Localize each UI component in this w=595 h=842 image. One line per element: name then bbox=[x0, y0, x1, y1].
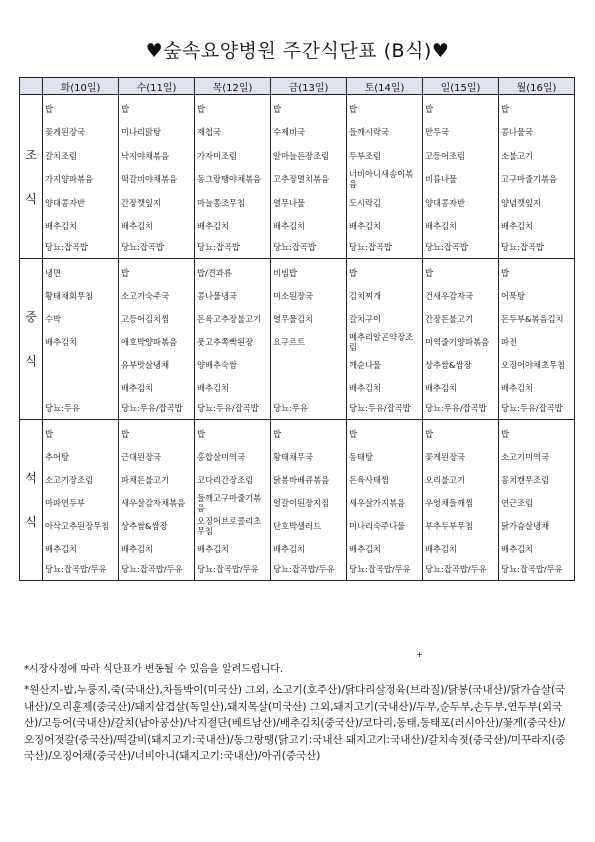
day-menu-cell bbox=[347, 259, 423, 420]
menu-item: 밥 bbox=[197, 103, 206, 114]
menu-item: 밥 bbox=[121, 428, 130, 439]
menu-item: 밥 bbox=[425, 103, 434, 114]
day-menu-cell bbox=[43, 420, 119, 581]
menu-item: 갈치구이 bbox=[349, 313, 382, 324]
menu-item: 밥 bbox=[45, 103, 54, 114]
menu-item: 양념깻잎지 bbox=[501, 197, 542, 208]
menu-item bbox=[273, 376, 344, 399]
menu-item: 어묵탕 bbox=[501, 290, 526, 301]
day-menu-cell bbox=[499, 95, 575, 259]
menu-item: 단호박샐러드 bbox=[273, 520, 322, 531]
menu-item: 동그랑땡야채볶음 bbox=[197, 174, 262, 185]
menu-item: 만두국 bbox=[425, 127, 450, 138]
meal-label: 석 식 bbox=[20, 420, 43, 581]
menu-item: 당뇨:두유 bbox=[273, 403, 308, 413]
menu-item: 당뇨:두유/잡곡밥 bbox=[121, 403, 183, 413]
menu-item: 배추김치 bbox=[197, 221, 230, 232]
menu-item: 당뇨:잡곡밥 bbox=[273, 242, 316, 252]
menu-item: 배추김치 bbox=[45, 336, 78, 347]
menu-item: 코다리간장조림 bbox=[197, 474, 254, 485]
menu-item: 새우살가지볶음 bbox=[349, 497, 406, 508]
menu-item: 밥 bbox=[501, 428, 510, 439]
menu-item: 꽃게된장국 bbox=[45, 127, 86, 138]
menu-item: 마늘쫑조무침 bbox=[197, 197, 246, 208]
menu-item: 가자미조림 bbox=[197, 150, 238, 161]
menu-item: 냉면 bbox=[45, 267, 62, 278]
day-menu-cell bbox=[119, 420, 195, 581]
menu-item: 양배추숙쌈 bbox=[197, 359, 238, 370]
menu-item: 밥 bbox=[121, 103, 130, 114]
menu-item: 마파연두부 bbox=[45, 497, 86, 508]
menu-item: 당뇨:잡곡밥 bbox=[349, 242, 392, 252]
menu-item: 당뇨:두유 bbox=[45, 403, 80, 413]
menu-item: 당뇨:잡곡밥 bbox=[501, 242, 544, 252]
menu-item: 당뇨:잡곡밥 bbox=[121, 242, 164, 252]
menu-item: 밥 bbox=[425, 267, 434, 278]
menu-item: 오징어야채초무침 bbox=[501, 359, 566, 370]
menu-item: 밥 bbox=[501, 267, 510, 278]
menu-item: 당뇨:잡곡밥/두유 bbox=[45, 564, 107, 574]
menu-item: 배추김치 bbox=[501, 543, 534, 554]
menu-item: 우엉채들깨찜 bbox=[425, 497, 474, 508]
menu-item: 배추김치 bbox=[349, 382, 382, 393]
menu-item: 밥 bbox=[121, 267, 130, 278]
menu-item: 떡갈비야채볶음 bbox=[121, 174, 178, 185]
day-menu-cell bbox=[271, 95, 347, 259]
day-header: 화(10일) bbox=[43, 78, 119, 95]
day-header: 토(14일) bbox=[347, 78, 423, 95]
menu-item: 상추쌈&쌈장 bbox=[425, 359, 472, 370]
menu-item: 당뇨:잡곡밥/두유 bbox=[425, 564, 487, 574]
menu-item: 미역줄기양파볶음 bbox=[425, 336, 490, 347]
day-menu-cell bbox=[499, 259, 575, 420]
plus-mark: + bbox=[416, 650, 423, 659]
menu-item: 비름나물 bbox=[425, 174, 458, 185]
menu-item: 소고기숙주국 bbox=[121, 290, 170, 301]
day-menu-cell bbox=[271, 420, 347, 581]
menu-item: 당뇨:잡곡밥/두유 bbox=[197, 564, 259, 574]
menu-item: 얼갈이된장지짐 bbox=[273, 497, 330, 508]
menu-item: 들깨시락국 bbox=[349, 127, 390, 138]
menu-item: 파채돈불고기 bbox=[121, 474, 170, 485]
menu-item: 배추김치 bbox=[425, 221, 458, 232]
menu-item: 오징어브로콜리초무침 bbox=[197, 515, 262, 536]
day-menu-cell bbox=[423, 95, 499, 259]
menu-item: 비빔밥 bbox=[273, 267, 298, 278]
day-menu-cell bbox=[347, 420, 423, 581]
menu-item bbox=[45, 353, 116, 376]
menu-item: 밥 bbox=[349, 103, 358, 114]
menu-item: 요구르트 bbox=[273, 336, 306, 347]
menu-item: 밥 bbox=[273, 103, 282, 114]
menu-item: 메추리알곤약장조림 bbox=[349, 331, 414, 352]
menu-item: 고등어조림 bbox=[425, 150, 466, 161]
day-header: 일(15일) bbox=[423, 78, 499, 95]
menu-item: 당뇨:잡곡밥/두유 bbox=[121, 564, 183, 574]
menu-item: 수제비국 bbox=[273, 127, 306, 138]
day-menu-cell bbox=[347, 95, 423, 259]
meal-row bbox=[20, 95, 575, 259]
menu-item: 수박 bbox=[45, 313, 62, 324]
weekly-menu-table bbox=[19, 77, 575, 581]
menu-item: 황태채무국 bbox=[273, 451, 314, 462]
menu-item: 근대된장국 bbox=[121, 451, 162, 462]
menu-item: 배추김치 bbox=[273, 543, 306, 554]
menu-item: 고구마줄기볶음 bbox=[501, 174, 558, 185]
day-header: 월(16일) bbox=[499, 78, 575, 95]
menu-item: 당뇨:잡곡밥/두유 bbox=[349, 564, 411, 574]
day-menu-cell bbox=[195, 95, 271, 259]
menu-item: 밥 bbox=[273, 428, 282, 439]
menu-item bbox=[45, 376, 116, 399]
menu-item: 두부조림 bbox=[349, 150, 382, 161]
menu-item: 당뇨:잡곡밥/두유 bbox=[273, 564, 335, 574]
menu-item: 배추김치 bbox=[45, 221, 78, 232]
menu-item: 간장돈불고기 bbox=[425, 313, 474, 324]
menu-item: 배추김치 bbox=[121, 221, 154, 232]
origin-notice: *원산지-밥,누룽지,죽(국내산),차돌박이(미국산) 그외, 소고기(호주산)/닭다리살정육(브라질)/닭봉(국내산)/닭가슴살(국내산)/오리훈제(중국산)/돼지삼겹살(독일산),돼지목살(미국산) 그외,돼지고기(국내산)/두부,순두부,손두부,연두부(외국산)/고등어(국내산)/갈치(남아공산)/낙지절단(베트남산)/배추김치(중국산)/코다리,동태,동태포(러시아산)/꽃게(중국산)/오징어젓갈(중국산)/떡갈비(돼지고기:국내산)/동그랑땡(닭고기:국내산 돼지고기:국내산)/갈치속젓(중국산)/미꾸라지(중국산)/오징어채(중국산)/너비아니(돼지고기:국내산)/아귀(중국산) bbox=[24, 684, 566, 762]
menu-item: 배추김치 bbox=[425, 543, 458, 554]
menu-item: 애호박양파볶음 bbox=[121, 336, 178, 347]
menu-item: 재첩국 bbox=[197, 127, 222, 138]
menu-item: 밥 bbox=[349, 267, 358, 278]
menu-item: 배추김치 bbox=[425, 382, 458, 393]
menu-item: 배추김치 bbox=[501, 382, 534, 393]
day-menu-cell bbox=[43, 95, 119, 259]
menu-item: 오리불고기 bbox=[425, 474, 466, 485]
day-menu-cell bbox=[423, 420, 499, 581]
menu-item: 밥 bbox=[45, 428, 54, 439]
menu-item: 배추김치 bbox=[197, 382, 230, 393]
day-header: 금(13일) bbox=[271, 78, 347, 95]
menu-item: 배추김치 bbox=[121, 543, 154, 554]
menu-item: 아삭고추된장무침 bbox=[45, 520, 110, 531]
menu-item: 알마늘돈장조림 bbox=[273, 150, 330, 161]
menu-item: 풋고추쪽빡된장 bbox=[197, 336, 254, 347]
meal-label: 조 식 bbox=[20, 95, 43, 259]
menu-item: 간장깻잎지 bbox=[121, 197, 162, 208]
menu-item: 밥 bbox=[197, 428, 206, 439]
menu-item: 소불고기 bbox=[501, 150, 534, 161]
day-menu-cell bbox=[119, 259, 195, 420]
meal-row bbox=[20, 259, 575, 420]
menu-item: 밥 bbox=[425, 428, 434, 439]
menu-item: 고추장멸치볶음 bbox=[273, 174, 330, 185]
menu-item: 배추김치 bbox=[45, 543, 78, 554]
menu-item: 연근조림 bbox=[501, 497, 534, 508]
day-menu-cell bbox=[43, 259, 119, 420]
menu-item: 당뇨:두유/잡곡밥 bbox=[425, 403, 487, 413]
day-menu-cell bbox=[195, 259, 271, 420]
menu-item: 당뇨:잡곡밥 bbox=[197, 242, 240, 252]
menu-item: 깨순나물 bbox=[349, 359, 382, 370]
menu-item: 콩나물냉국 bbox=[197, 290, 238, 301]
menu-item: 양대콩자반 bbox=[425, 197, 466, 208]
menu-item: 미소된장국 bbox=[273, 290, 314, 301]
menu-body bbox=[20, 95, 575, 581]
menu-item: 배추김치 bbox=[273, 221, 306, 232]
day-menu-cell bbox=[271, 259, 347, 420]
menu-item: 꽃게된장국 bbox=[425, 451, 466, 462]
menu-item: 소고기장조림 bbox=[45, 474, 94, 485]
menu-item: 홍합살미역국 bbox=[197, 451, 246, 462]
menu-item: 돈두부&볶음김치 bbox=[501, 313, 564, 324]
meal-row bbox=[20, 420, 575, 581]
menu-item: 미나리숙주나물 bbox=[349, 520, 406, 531]
day-header: 수(11일) bbox=[119, 78, 195, 95]
day-menu-cell bbox=[195, 420, 271, 581]
menu-item: 밥/견과류 bbox=[197, 267, 232, 278]
menu-item: 파전 bbox=[501, 336, 518, 347]
page-title: ♥숲속요양병원 주간식단표 (B식)♥ bbox=[145, 40, 450, 62]
menu-item: 너비아니새송이볶음 bbox=[349, 169, 414, 190]
menu-item: 당뇨:두유/잡곡밥 bbox=[349, 403, 411, 413]
menu-item: 당뇨:두유/잡곡밥 bbox=[197, 403, 259, 413]
day-header-row bbox=[20, 78, 575, 95]
menu-item: 갈치조림 bbox=[45, 150, 78, 161]
menu-item: 배추김치 bbox=[349, 221, 382, 232]
menu-item: 열무물김치 bbox=[273, 313, 314, 324]
menu-item: 황태채회무침 bbox=[45, 290, 94, 301]
menu-item: 닭가슴살냉채 bbox=[501, 520, 550, 531]
menu-item: 동태탕 bbox=[349, 451, 374, 462]
menu-item: 열무나물 bbox=[273, 197, 306, 208]
menu-item: 김치찌개 bbox=[349, 290, 382, 301]
menu-item: 밥 bbox=[501, 103, 510, 114]
menu-item: 배추김치 bbox=[501, 221, 534, 232]
menu-item: 배추김치 bbox=[121, 382, 154, 393]
menu-item: 유부맛살냉채 bbox=[121, 359, 170, 370]
menu-item: 돈육사태찜 bbox=[349, 474, 390, 485]
menu-item: 들깨고구마줄기볶음 bbox=[197, 492, 262, 513]
menu-item: 고등어김치찜 bbox=[121, 313, 170, 324]
change-notice: *시장사정에 따라 식단표가 변동될 수 있음을 알려드립니다. bbox=[24, 664, 284, 675]
menu-item: 꽁치캔무조림 bbox=[501, 474, 550, 485]
day-menu-cell bbox=[119, 95, 195, 259]
menu-item: 밥 bbox=[349, 428, 358, 439]
menu-item: 배추김치 bbox=[197, 543, 230, 554]
menu-item: 상추쌈&쌈장 bbox=[121, 520, 168, 531]
menu-item: 낙지야채볶음 bbox=[121, 150, 170, 161]
menu-item: 양대콩자반 bbox=[45, 197, 86, 208]
corner-cell bbox=[20, 78, 43, 95]
day-menu-cell bbox=[499, 420, 575, 581]
menu-item: 건새우감자국 bbox=[425, 290, 474, 301]
menu-item: 당뇨:잡곡밥 bbox=[425, 242, 468, 252]
menu-item: 배추김치 bbox=[349, 543, 382, 554]
menu-item: 미나리맑탕 bbox=[121, 127, 162, 138]
menu-item: 당뇨:잡곡밥/두유 bbox=[501, 564, 563, 574]
menu-item: 당뇨:잡곡밥 bbox=[45, 242, 88, 252]
menu-item: 추어탕 bbox=[45, 451, 70, 462]
menu-item: 당뇨:두유/잡곡밥 bbox=[501, 403, 563, 413]
menu-item: 가지양파볶음 bbox=[45, 174, 94, 185]
day-menu-cell bbox=[423, 259, 499, 420]
menu-item: 새우살감자채볶음 bbox=[121, 497, 186, 508]
menu-item: 콩나물국 bbox=[501, 127, 534, 138]
menu-item: 닭봉바베큐볶음 bbox=[273, 474, 330, 485]
day-header: 목(12일) bbox=[195, 78, 271, 95]
meal-label: 중 식 bbox=[20, 259, 43, 420]
menu-item bbox=[273, 353, 344, 376]
menu-item: 돈육고추장불고기 bbox=[197, 313, 262, 324]
menu-item: 도시락김 bbox=[349, 197, 382, 208]
menu-item: 소고기미역국 bbox=[501, 451, 550, 462]
menu-item: 부추두부무침 bbox=[425, 520, 474, 531]
